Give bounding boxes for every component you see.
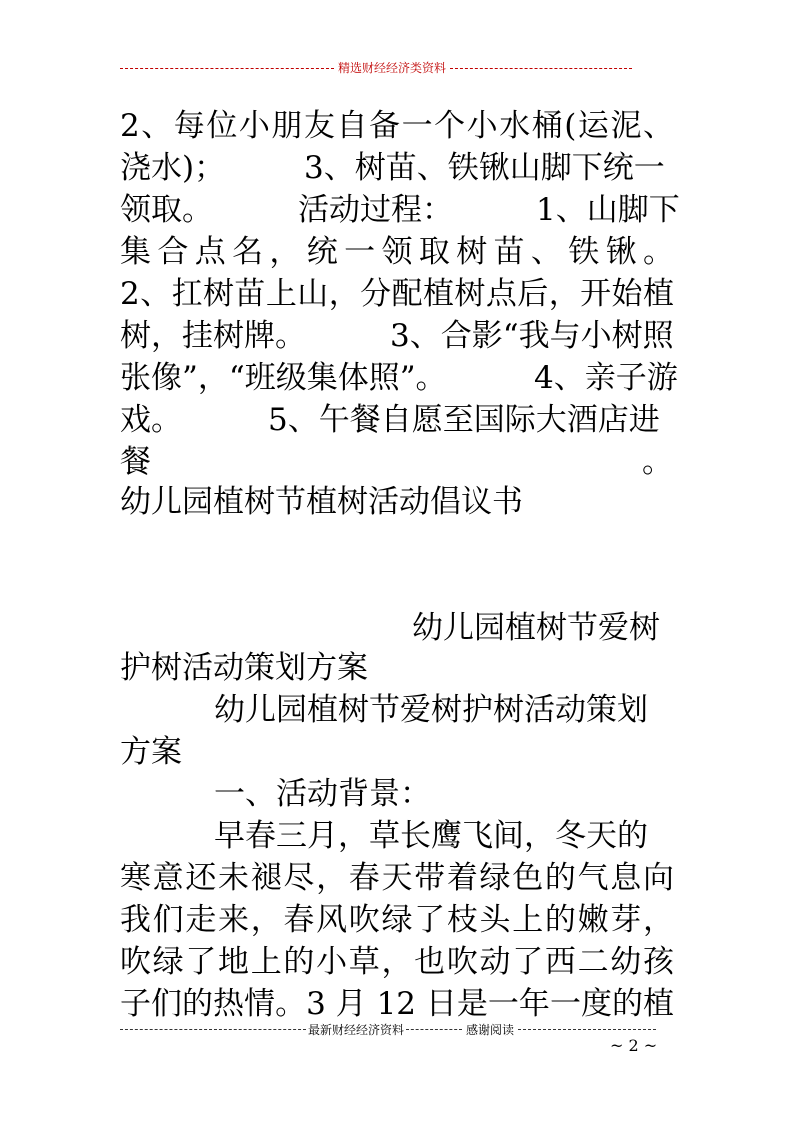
body-line: 吹绿了地上的小草，也吹动了西二幼孩 — [120, 944, 674, 980]
body-line: 戏。 — [120, 402, 182, 438]
footer-rule — [406, 1029, 462, 1030]
body-line: 幼儿园植树节植树活动倡议书 — [120, 484, 523, 520]
body-line: 一、活动背景： — [214, 776, 431, 812]
body-line: 我们走来，春风吹绿了枝头上的嫩芽， — [120, 902, 674, 938]
header-text: 精选财经经济类资料 — [338, 61, 447, 75]
body-line: 3、合影“我与小树照 — [390, 318, 674, 354]
body-line: 领取。 — [120, 192, 213, 228]
body-line: 集合点名，统一领取树苗、铁锹。 — [120, 234, 674, 270]
body-line: 浇水)； — [120, 150, 226, 186]
body-line: 方案 — [120, 734, 182, 770]
header-rule-left — [120, 68, 334, 69]
body-line: 树，挂树牌。 — [120, 318, 306, 354]
body-line: 张像”，“班级集体照”。 — [120, 360, 447, 396]
page-number: ~ 2 ~ — [610, 1036, 658, 1055]
body-line: 子们的热情。3 月 12 日是一年一度的植 — [120, 986, 674, 1022]
footer-left-text: 最新财经经济资料 — [308, 1023, 405, 1037]
page-footer — [120, 1021, 656, 1041]
footer-rule — [518, 1029, 656, 1030]
body-line: 1、山脚下 — [536, 192, 680, 228]
body-line: 餐 — [120, 444, 151, 480]
footer-right-text: 感谢阅读 — [466, 1023, 515, 1037]
body-line: 5、午餐自愿至国际大酒店进 — [268, 402, 660, 438]
body-line: 。 — [642, 444, 673, 480]
body-line: 护树活动策划方案 — [120, 650, 368, 686]
header-rule-right — [450, 68, 632, 69]
body-line: 早春三月，草长鹰飞间，冬天的 — [214, 818, 648, 854]
body-line: 4、亲子游 — [534, 360, 678, 396]
footer-rule — [120, 1029, 306, 1030]
body-line: 2、每位小朋友自备一个小水桶(运泥、 — [120, 108, 674, 144]
body-line: 3、树苗、铁锹山脚下统一 — [304, 150, 665, 186]
page-header — [120, 59, 632, 79]
body-line: 幼儿园植树节爱树 — [412, 610, 660, 646]
body-line: 寒意还未褪尽，春天带着绿色的气息向 — [120, 860, 674, 896]
body-line: 2、扛树苗上山，分配植树点后，开始植 — [120, 276, 674, 312]
body-line: 活动过程： — [298, 192, 453, 228]
body-line: 幼儿园植树节爱树护树活动策划 — [214, 692, 648, 728]
